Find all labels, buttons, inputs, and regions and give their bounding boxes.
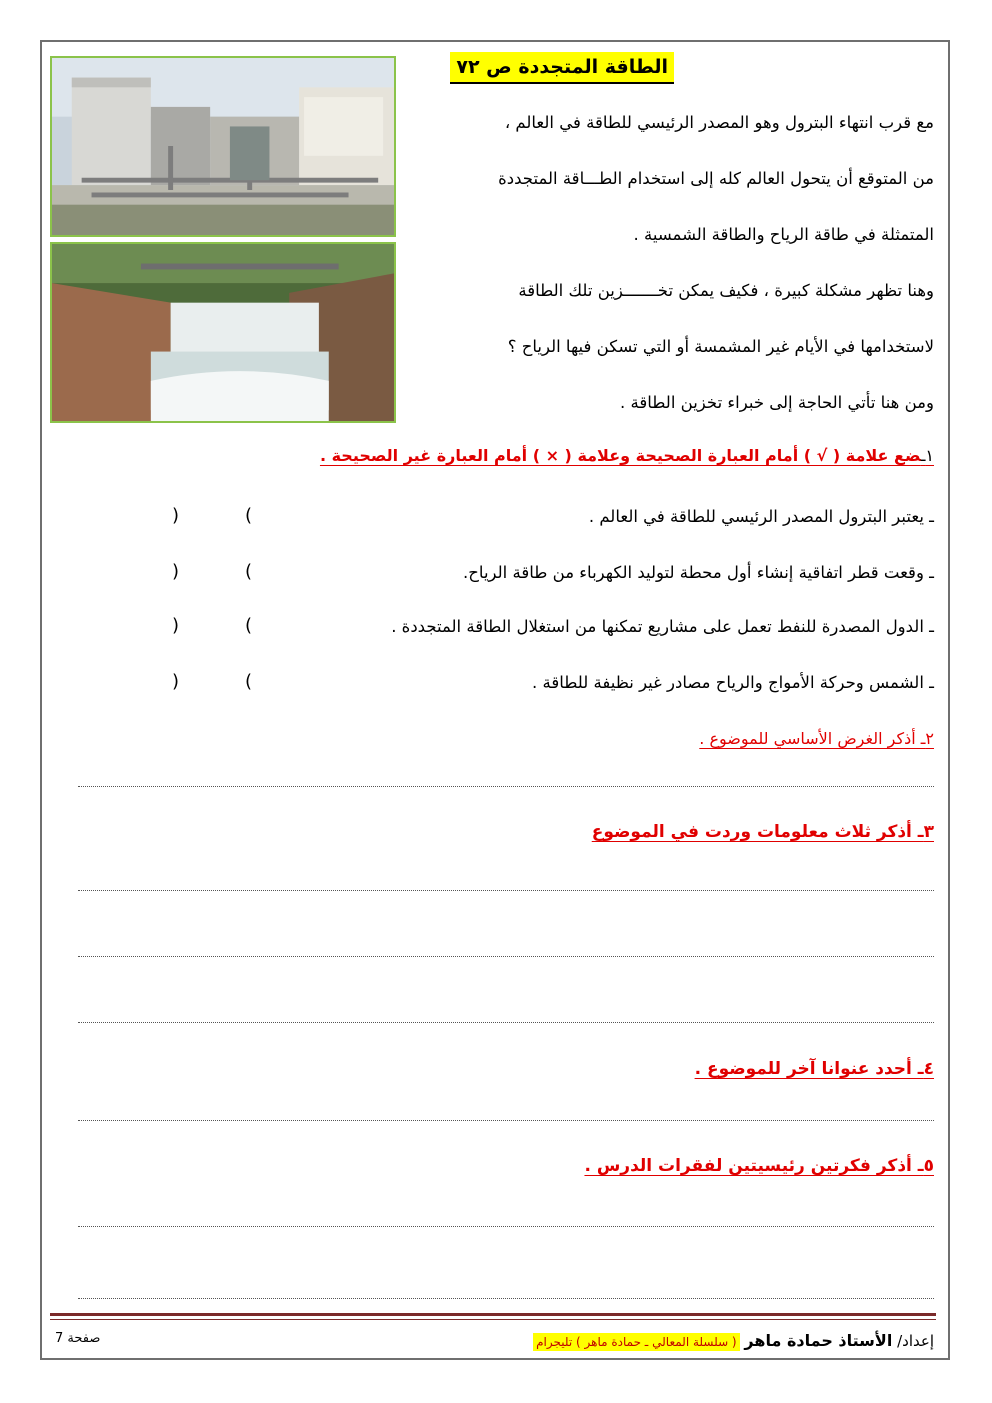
statement-1: ـ يعتبر البترول المصدر الرئيسي للطاقة في العالم . bbox=[588, 507, 934, 526]
answer-parens-2[interactable]: ) ( bbox=[172, 561, 252, 582]
industrial-plant-photo bbox=[50, 56, 396, 237]
dam-waterfall-photo bbox=[50, 242, 396, 423]
footer-rule-thin bbox=[50, 1319, 936, 1320]
answer-line[interactable] bbox=[78, 1022, 934, 1023]
answer-parens-3[interactable]: ) ( bbox=[172, 615, 252, 636]
paragraph-line: ومن هنا تأتي الحاجة إلى خبراء تخزين الطاقة . bbox=[620, 393, 934, 412]
question-5: ٥ـ أذكر فكرتين رئيسيتين لفقرات الدرس . bbox=[584, 1156, 934, 1176]
answer-line[interactable] bbox=[78, 890, 934, 891]
statement-3: ـ الدول المصدرة للنفط تعمل على مشاريع تمكنها من استغلال الطاقة المتجددة . bbox=[391, 617, 934, 636]
answer-parens-1[interactable]: ) ( bbox=[172, 505, 252, 526]
question-1-number: ١ـ bbox=[920, 446, 934, 465]
statement-2: ـ وقعت قطر اتفاقية إنشاء أول محطة لتوليد الكهرباء من طاقة الرياح. bbox=[463, 563, 934, 582]
statement-4: ـ الشمس وحركة الأمواج والرياح مصادر غير نظيفة للطاقة . bbox=[532, 673, 934, 692]
paragraph-line: المتمثلة في طاقة الرياح والطاقة الشمسية . bbox=[633, 225, 934, 244]
series-badge: ( سلسلة المعالي ـ حمادة ماهر ) تليجرام bbox=[533, 1333, 740, 1351]
footer-rule bbox=[50, 1313, 936, 1316]
question-3: ٣ـ أذكر ثلاث معلومات وردت في الموضوع bbox=[591, 822, 934, 842]
answer-line[interactable] bbox=[78, 956, 934, 957]
question-4: ٤ـ أحدد عنوانا آخر للموضوع . bbox=[694, 1059, 934, 1079]
paragraph-line: مع قرب انتهاء البترول وهو المصدر الرئيسي للطاقة في العالم ، bbox=[504, 113, 934, 132]
answer-parens-4[interactable]: ) ( bbox=[172, 671, 252, 692]
answer-line[interactable] bbox=[78, 1226, 934, 1227]
question-2: ٢ـ أذكر الغرض الأساسي للموضوع . bbox=[699, 729, 934, 748]
answer-line[interactable] bbox=[78, 1120, 934, 1121]
paragraph-line: وهنا تظهر مشكلة كبيرة ، فكيف يمكن تخـــــــزين تلك الطاقة bbox=[518, 281, 934, 300]
teacher-name: الأستاذ حمادة ماهر bbox=[744, 1331, 893, 1350]
prepared-by-label: إعداد/ bbox=[897, 1332, 934, 1350]
answer-line[interactable] bbox=[78, 786, 934, 787]
page-title: الطاقة المتجددة ص ٧٢ bbox=[450, 52, 674, 84]
paragraph-line: من المتوقع أن يتحول العالم كله إلى استخدام الطـــاقة المتجددة bbox=[498, 169, 934, 188]
answer-line[interactable] bbox=[78, 1298, 934, 1299]
paragraph-line: لاستخدامها في الأيام غير المشمسة أو التي تسكن فيها الرياح ؟ bbox=[507, 337, 934, 356]
question-1 bbox=[320, 444, 934, 468]
question-1-text: ضع علامة ( √ ) أمام العبارة الصحيحة وعلامة ( × ) أمام العبارة غير الصحيحة . bbox=[319, 446, 921, 465]
page-number: صفحة 7 bbox=[55, 1331, 101, 1346]
footer-credit bbox=[533, 1328, 934, 1355]
